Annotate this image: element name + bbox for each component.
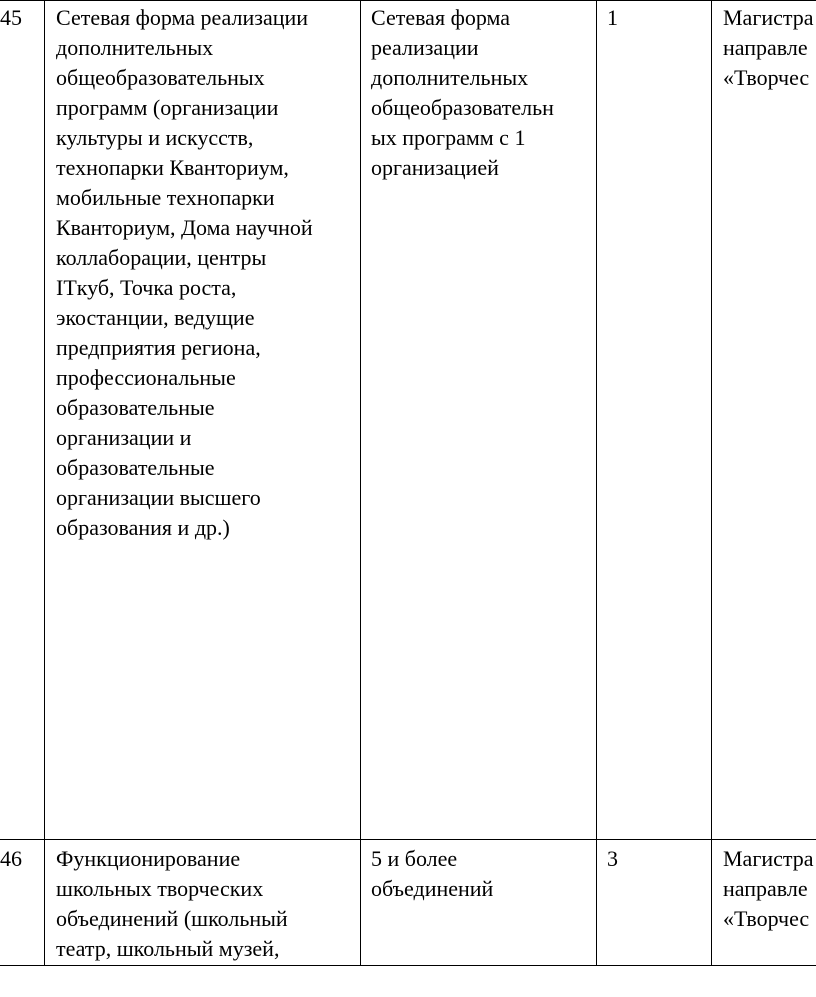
- column-divider-4: [711, 0, 712, 966]
- table-row-45-indicator: Сетевая форма реализации дополнительных общеобразовательн ых программ с 1 организацией: [371, 5, 554, 180]
- table-bottom-border: [0, 965, 816, 966]
- column-divider-2: [360, 0, 361, 966]
- table-row-46-direction: Магистра направле «Творчес: [723, 846, 814, 931]
- table-row-45-score: 1: [607, 5, 618, 30]
- table-row-46-indicator: 5 и более объединений: [371, 846, 494, 901]
- table-row-45-description: Сетевая форма реализации дополнительных общеобразовательных программ (организации культуры и искусств, технопарки Кванториум, мобильные технопарки Кванториум, Дома научной коллаборации, центры ITкуб, Точка роста, экостанции, ведущие предприятия региона, профессиональные образовательные организации и образовательные организации высшего образования и др.): [56, 5, 313, 540]
- table-row-46-description: Функционирование школьных творческих объединений (школьный театр, школьный музей,: [56, 846, 288, 961]
- table-row-45-number: 45: [0, 5, 22, 30]
- table-row-46-number: 46: [0, 846, 22, 871]
- table-top-border: [0, 0, 816, 1]
- table-row-46-score: 3: [607, 846, 618, 871]
- column-divider-3: [596, 0, 597, 966]
- column-divider-1: [44, 0, 45, 966]
- row-divider: [0, 839, 816, 840]
- table-row-45-direction: Магистра направле «Творчес: [723, 5, 814, 90]
